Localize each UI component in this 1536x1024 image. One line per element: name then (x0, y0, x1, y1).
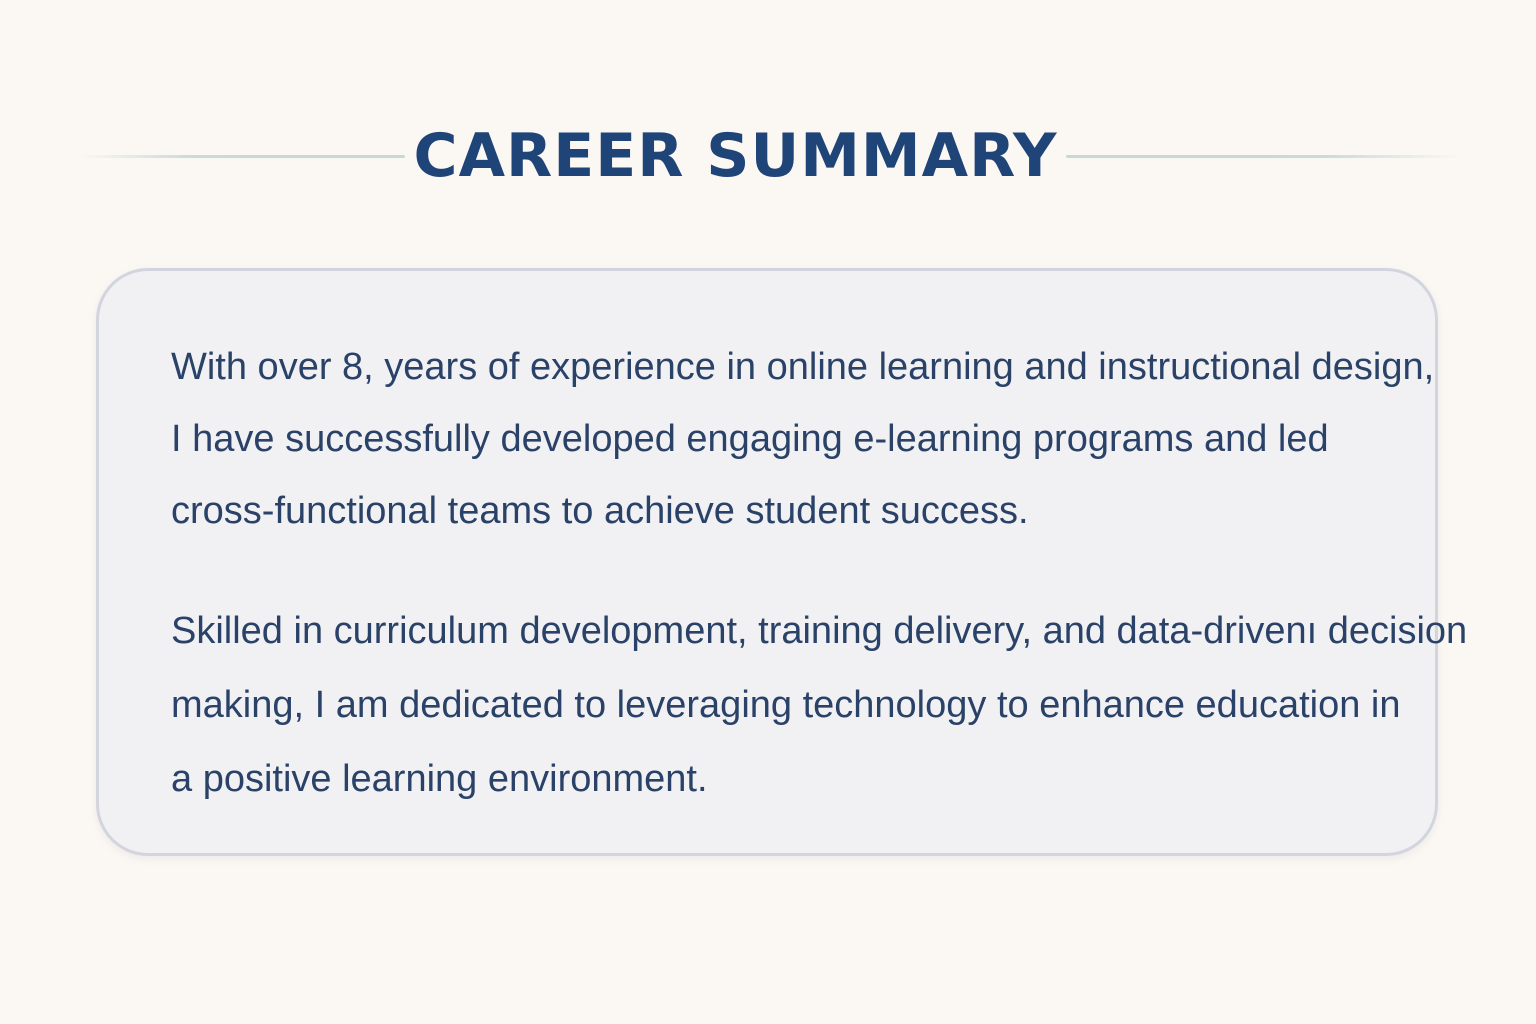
summary-card (96, 268, 1468, 856)
summary-paragraph-2 (171, 594, 1467, 816)
summary-paragraph-1 (171, 331, 1434, 547)
summary-line: With over 8, years of experience in online learning and instructional design, (171, 346, 1435, 388)
summary-line: I have successfully developed engaging e-learning programs and led (171, 418, 1329, 460)
section-header (0, 118, 1536, 194)
summary-line: cross-functional teams to achieve student success. (171, 490, 1029, 532)
summary-line: making, I am dedicated to leveraging technology to enhance education in (171, 684, 1401, 726)
summary-line: a positive learning environment. (171, 758, 708, 800)
summary-line: Skilled in curriculum development, training delivery, and data-drivenı decision (171, 610, 1468, 652)
title-rule-left (80, 155, 405, 158)
title-rule-right (1066, 155, 1461, 158)
page-title: CAREER SUMMARY (413, 121, 1058, 191)
